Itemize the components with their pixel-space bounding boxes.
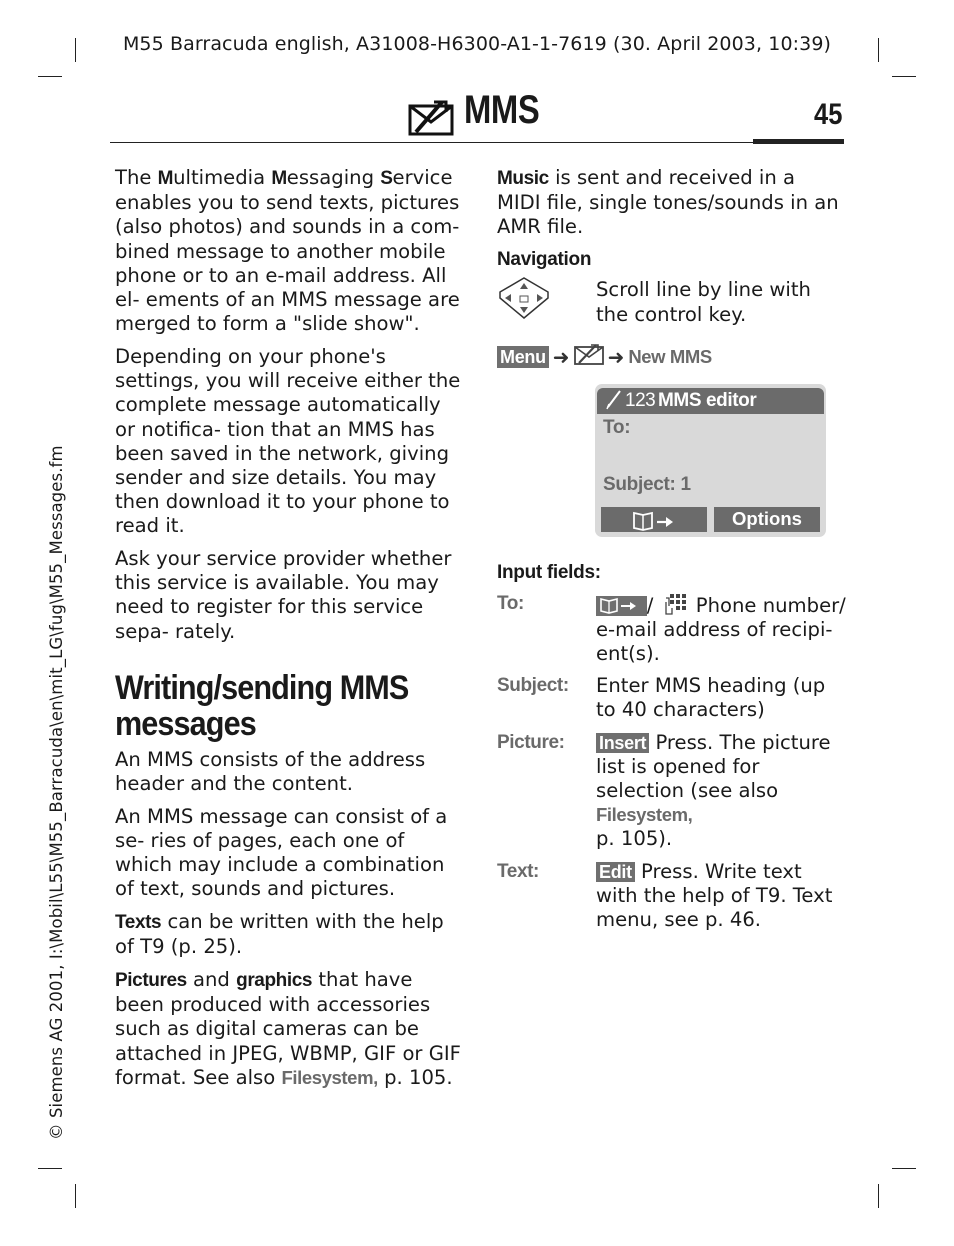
file-path-sidebar: © Siemens AG 2001, I:\Mobil\L55\M55_Barracuda\en\mit_LG\fug\M55_Messages.fm bbox=[47, 445, 66, 1140]
field-row-to: To: / Phone number/ e-mail address of recipi- ent(s). bbox=[497, 592, 846, 665]
right-column bbox=[497, 166, 846, 940]
phonebook-arrow-icon bbox=[596, 596, 647, 616]
edit-softkey[interactable]: Edit bbox=[596, 862, 635, 882]
phonebook-arrow-icon bbox=[631, 508, 677, 529]
chapter-header bbox=[110, 88, 844, 144]
paragraph: Music is sent and received in a MIDI file, single tones/sounds in an AMR file. bbox=[497, 166, 839, 239]
field-label: Subject: bbox=[497, 675, 569, 697]
page-title: MMS bbox=[464, 88, 540, 132]
page-number-rule bbox=[753, 139, 844, 144]
field-row-text: Text: Edit Press. Write text with the help of T9. Text menu, see p. 46. bbox=[497, 859, 833, 931]
navigation-description: Scroll line by line with the control key. bbox=[596, 278, 811, 326]
navigation-row bbox=[497, 278, 842, 340]
field-row-picture: Picture: Insert Press. The picture list is opened for selection (see also Filesystem, p. 105). bbox=[497, 730, 831, 851]
paragraph: An MMS message can consist of a se- ries of pages, each one of which may include a combination of text, sounds and pictures. bbox=[115, 804, 448, 901]
paragraph: An MMS consists of the address header and the content. bbox=[115, 747, 426, 796]
insert-softkey[interactable]: Insert bbox=[596, 733, 649, 753]
section-heading: Writing/sending MMS messages bbox=[115, 668, 409, 743]
crop-mark bbox=[38, 1168, 62, 1169]
options-softkey[interactable]: Options bbox=[714, 507, 820, 532]
separator: / bbox=[646, 593, 654, 617]
filesystem-link[interactable]: Filesystem, bbox=[596, 804, 693, 826]
crop-mark bbox=[892, 76, 916, 77]
mms-envelope-icon bbox=[408, 100, 454, 140]
mms-envelope-icon bbox=[574, 343, 604, 371]
paragraph: Ask your service provider whether this service is available. You may need to register for this service sepa- rately. bbox=[115, 547, 452, 643]
filesystem-link[interactable]: Filesystem, bbox=[281, 1066, 378, 1088]
navigation-heading: Navigation bbox=[497, 249, 592, 271]
control-key-icon bbox=[497, 276, 551, 326]
phonebook-softkey[interactable] bbox=[601, 507, 707, 532]
field-label: To: bbox=[497, 592, 524, 614]
menu-path bbox=[497, 344, 842, 370]
new-mms-menu-item[interactable]: New MMS bbox=[628, 346, 712, 368]
paragraph: Texts can be written with the help of T9 (p. 25). bbox=[115, 910, 444, 959]
arrow-icon: ➜ bbox=[552, 345, 570, 370]
left-column bbox=[115, 166, 465, 1099]
crop-mark bbox=[878, 1184, 879, 1208]
field-label: Picture: bbox=[497, 731, 565, 753]
screen-title: MMS editor bbox=[658, 390, 757, 412]
running-head: M55 Barracuda english, A31008-H6300-A1-1-7619 (30. April 2003, 10:39) bbox=[122, 33, 832, 55]
title-rule bbox=[110, 142, 844, 143]
page-number: 45 bbox=[813, 98, 842, 131]
pencil-icon bbox=[605, 388, 623, 418]
field-label: Text: bbox=[497, 860, 539, 882]
phone-screen bbox=[595, 384, 826, 537]
menu-softkey[interactable]: Menu bbox=[497, 346, 549, 368]
paragraph: Depending on your phone's settings, you will receive either the complete message automatically or notifica- tion that an MMS has been saved in the network, giving sender and size details. You may then download it to your phone to read it. bbox=[115, 344, 461, 538]
crop-mark bbox=[38, 76, 62, 77]
arrow-icon: ➜ bbox=[607, 345, 625, 370]
screen-header bbox=[597, 388, 824, 414]
to-field[interactable]: To: bbox=[603, 417, 631, 439]
intro-paragraph: The Multimedia Messaging Service enables you to send texts, pictures (also photos) and sounds in a com- bined message to another mobile phone or to an e-mail address. All el- ements of an MMS message are merged to form a "slide show". bbox=[115, 166, 460, 336]
crop-mark bbox=[75, 1184, 76, 1208]
field-row-subject: Subject: Enter MMS heading (up to 40 characters) bbox=[497, 674, 826, 722]
crop-mark bbox=[892, 1168, 916, 1169]
input-fields-heading: Input fields: bbox=[497, 562, 601, 584]
input-mode: 123 bbox=[625, 390, 656, 412]
subject-field[interactable]: Subject: 1 bbox=[603, 474, 691, 496]
paragraph: Pictures and graphics that have been produced with accessories such as digital cameras can be attached in JPEG, WBMP, GIF or GIF format. See also Filesystem, p. 105. bbox=[115, 967, 461, 1089]
keypad-icon bbox=[653, 594, 695, 617]
